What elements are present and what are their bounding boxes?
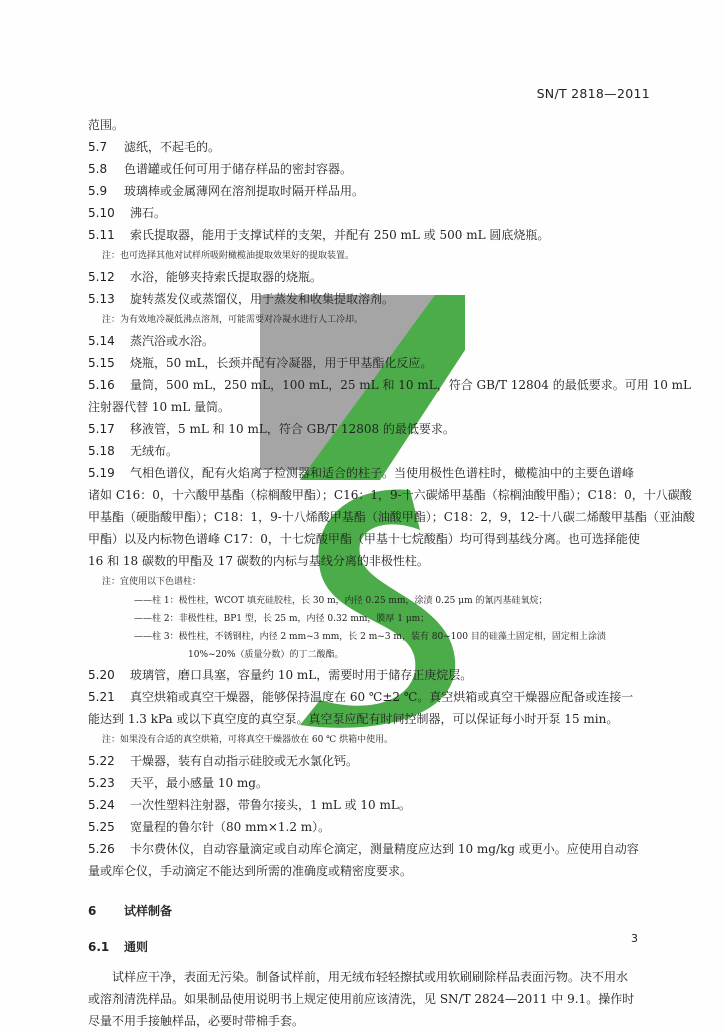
clause-number: 5.7 bbox=[88, 140, 108, 154]
clause-text: 天平，最小感量 10 mg。 bbox=[130, 776, 268, 790]
document-code-header: SN/T 2818—2011 bbox=[536, 86, 650, 101]
clause-item bbox=[88, 772, 652, 794]
column-list-item: ——柱 3：极性柱，不锈钢柱，内径 2 mm~3 mm，长 2 m~3 m，装有 80~100 目的硅藻土固定相，固定相上涂渍 bbox=[134, 632, 606, 642]
clause-text: 色谱罐或任何可用于储存样品的密封容器。 bbox=[124, 162, 353, 176]
clause-text: 蒸汽浴或水浴。 bbox=[130, 334, 215, 348]
continuation-text: 甲基酯（硬脂酸甲酯）；C18：1，9-十八烯酸甲基酯（油酸甲酯）；C18：2，9，12-十八碳二烯酸甲基酯（亚油酸 bbox=[88, 510, 695, 524]
clause-item bbox=[88, 374, 692, 396]
clause-text: 玻璃管，磨口具塞，容量约 10 mL，需要时用于储存正庚烷层。 bbox=[130, 668, 473, 682]
paragraph-line: 尽量不用手接触样品，必要时带棉手套。 bbox=[88, 1014, 305, 1028]
section-number: 6 bbox=[88, 904, 97, 918]
continuation-text: 范围。 bbox=[88, 118, 125, 132]
continuation-text: 16 和 18 碳数的甲酯及 17 碳数的内标与基线分离的非极性柱。 bbox=[88, 554, 429, 568]
clause-item bbox=[88, 750, 652, 772]
clause-number: 5.22 bbox=[88, 754, 115, 768]
continuation-text: 甲酯）以及内标物色谱峰 C17：0，十七烷酸甲酯（甲基十七烷酸酯）均可得到基线分离。也可选择能使 bbox=[88, 532, 640, 546]
note-text: 注：宜使用以下色谱柱： bbox=[102, 577, 202, 587]
clause-item bbox=[88, 462, 652, 484]
clause-item bbox=[88, 838, 652, 860]
clause-item bbox=[88, 418, 652, 440]
clause-number: 5.24 bbox=[88, 798, 115, 812]
subsection-number: 6.1 bbox=[88, 940, 110, 954]
clause-number: 5.9 bbox=[88, 184, 108, 198]
clause-text: 移液管，5 mL 和 10 mL，符合 GB/T 12808 的最低要求。 bbox=[130, 422, 455, 436]
clause-number: 5.18 bbox=[88, 444, 115, 458]
clause-text: 烧瓶，50 mL，长颈并配有冷凝器，用于甲基酯化反应。 bbox=[130, 356, 433, 370]
paragraph-line: 或溶剂清洗样品。如果制品使用说明书上规定使用前应该清洗，见 SN/T 2824—2011 中 9.1。操作时 bbox=[88, 992, 635, 1006]
clause-item bbox=[88, 330, 652, 352]
clause-number: 5.10 bbox=[88, 206, 115, 220]
clause-text: 玻璃棒或金属薄网在溶剂提取时隔开样品用。 bbox=[124, 184, 365, 198]
clause-number: 5.12 bbox=[88, 270, 115, 284]
clause-text: 卡尔费休仪，自动容量滴定或自动库仑滴定，测量精度应达到 10 mg/kg 或更小。应使用自动容 bbox=[130, 842, 639, 856]
clause-number: 5.8 bbox=[88, 162, 108, 176]
column-list-item: 10%~20%（质量分数）的丁二酸酯。 bbox=[188, 650, 344, 660]
clause-item bbox=[88, 158, 652, 180]
clause-number: 5.26 bbox=[88, 842, 115, 856]
clause-number: 5.13 bbox=[88, 292, 115, 306]
clause-item bbox=[88, 224, 652, 246]
continuation-text: 注射器代替 10 mL 量筒。 bbox=[88, 400, 231, 414]
clause-number: 5.23 bbox=[88, 776, 115, 790]
clause-item bbox=[88, 180, 652, 202]
clause-text: 宽量程的鲁尔针（80 mm×1.2 m）。 bbox=[130, 820, 331, 834]
clause-text: 沸石。 bbox=[130, 206, 167, 220]
clause-item bbox=[88, 686, 652, 708]
clause-number: 5.20 bbox=[88, 668, 115, 682]
clause-item bbox=[88, 136, 652, 158]
clause-text: 滤纸，不起毛的。 bbox=[124, 140, 221, 154]
clause-text: 气相色谱仪，配有火焰离子检测器和适合的柱子。当使用极性色谱柱时，橄榄油中的主要色谱峰 bbox=[130, 466, 635, 480]
clause-text: 旋转蒸发仪或蒸馏仪，用于蒸发和收集提取溶剂。 bbox=[130, 292, 395, 306]
continuation-text: 能达到 1.3 kPa 或以下真空度的真空泵。真空泵应配有时间控制器，可以保证每小时开泵 15 min。 bbox=[88, 712, 619, 726]
continuation-text: 诸如 C16：0，十六酸甲基酯（棕榈酸甲酯）；C16：1，9-十六碳烯甲基酯（棕榈油酸甲酯）；C18：0，十八碳酸 bbox=[88, 488, 692, 502]
note-text: 注：如果没有合适的真空烘箱，可将真空干燥器放在 60 ℃ 烘箱中使用。 bbox=[102, 735, 394, 745]
clause-item bbox=[88, 288, 652, 310]
section-title: 试样制备 bbox=[124, 904, 173, 918]
clause-item bbox=[88, 266, 652, 288]
note-text: 注：也可选择其他对试样所吸附橄榄油提取效果好的提取装置。 bbox=[102, 251, 355, 261]
clause-text: 量筒，500 mL，250 mL，100 mL，25 mL 和 10 mL，符合 GB/T 12804 的最低要求。可用 10 mL bbox=[130, 378, 692, 392]
clause-text: 索氏提取器，能用于支撑试样的支架，并配有 250 mL 或 500 mL 圆底烧瓶。 bbox=[130, 228, 550, 242]
clause-number: 5.17 bbox=[88, 422, 115, 436]
subsection-title: 通则 bbox=[124, 940, 149, 954]
clause-item bbox=[88, 440, 652, 462]
column-list-item: ——柱 2：非极性柱，BP1 型，长 25 m，内径 0.32 mm，膜厚 1 μm； bbox=[134, 614, 430, 624]
subsection-heading bbox=[88, 936, 652, 958]
clause-number: 5.21 bbox=[88, 690, 115, 704]
clause-item bbox=[88, 202, 652, 224]
clause-text: 无绒布。 bbox=[130, 444, 179, 458]
clause-item bbox=[88, 352, 652, 374]
clause-number: 5.15 bbox=[88, 356, 115, 370]
clause-text: 一次性塑料注射器，带鲁尔接头，1 mL 或 10 mL。 bbox=[130, 798, 411, 812]
column-list-item: ——柱 1：极性柱，WCOT 填充硅胶柱，长 30 m，内径 0.25 mm，涂渍 0.25 μm 的氰丙基硅氧烷； bbox=[134, 596, 548, 606]
clause-text: 真空烘箱或真空干燥器，能够保持温度在 60 ℃±2 ℃。真空烘箱或真空干燥器应配备或连接一 bbox=[130, 690, 634, 704]
clause-item bbox=[88, 794, 652, 816]
clause-item bbox=[88, 816, 652, 838]
continuation-text: 量或库仑仪，手动滴定不能达到所需的准确度或精密度要求。 bbox=[88, 864, 413, 878]
clause-number: 5.16 bbox=[88, 378, 115, 392]
clause-number: 5.19 bbox=[88, 466, 115, 480]
page-number: 3 bbox=[631, 932, 638, 945]
document-body bbox=[88, 114, 695, 1032]
clause-text: 水浴，能够夹持索氏提取器的烧瓶。 bbox=[130, 270, 323, 284]
section-heading bbox=[88, 900, 652, 922]
clause-number: 5.14 bbox=[88, 334, 115, 348]
clause-number: 5.25 bbox=[88, 820, 115, 834]
clause-item bbox=[88, 664, 652, 686]
paragraph-line: 试样应干净，表面无污染。制备试样前，用无绒布轻轻擦拭或用软刷刷除样品表面污物。决不用水 bbox=[112, 970, 629, 984]
clause-text: 干燥器，装有自动指示硅胶或无水氯化钙。 bbox=[130, 754, 359, 768]
clause-number: 5.11 bbox=[88, 228, 115, 242]
note-text: 注：为有效地冷凝低沸点溶剂，可能需要对冷凝水进行人工冷却。 bbox=[102, 315, 364, 325]
